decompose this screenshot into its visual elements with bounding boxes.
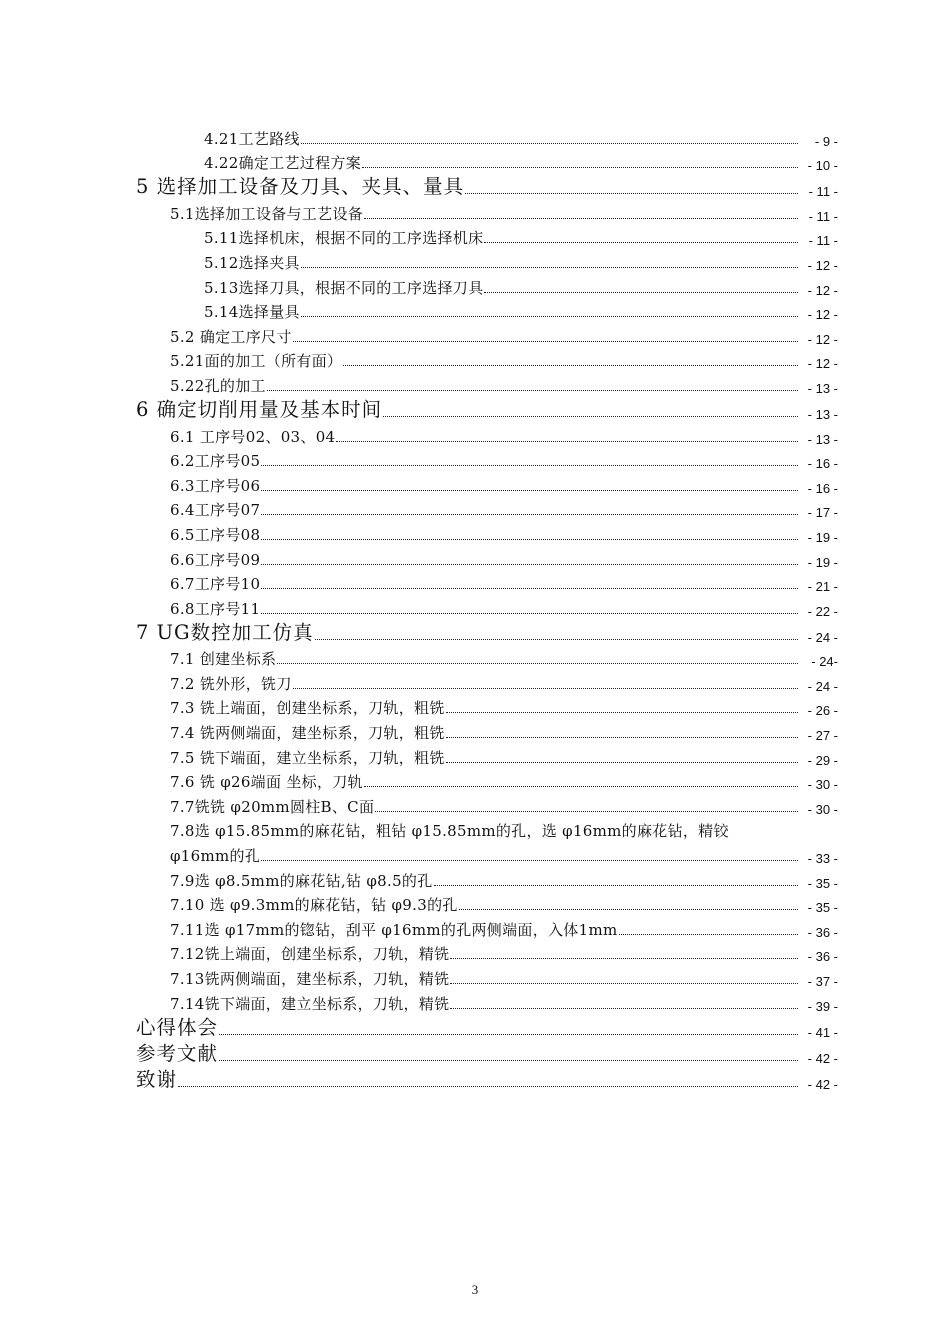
toc-entry[interactable] xyxy=(0,694,950,719)
toc-entry-title: 7.14铣下端面，建立坐标系，刀轨，精铣 xyxy=(170,994,450,1013)
toc-entry-title: 5.12选择夹具 xyxy=(204,253,300,272)
dot-leader xyxy=(301,143,798,144)
dot-leader xyxy=(219,1060,798,1061)
toc-chapter-title: 参考文献 xyxy=(136,1041,219,1065)
toc-page-number: - 30 - xyxy=(807,801,838,817)
toc-page-number: - 16 - xyxy=(807,480,838,496)
toc-entry[interactable] xyxy=(0,743,950,768)
toc-entry[interactable] xyxy=(0,471,950,496)
toc-page-number: - 24 - xyxy=(807,678,838,694)
toc-entry-title: 5.2 确定工序尺寸 xyxy=(170,327,292,346)
dot-leader xyxy=(267,390,798,391)
toc-entry[interactable] xyxy=(0,964,950,989)
toc-entry-title: 6.8工序号11 xyxy=(170,599,261,618)
toc-entry[interactable] xyxy=(0,570,950,595)
toc-entry[interactable] xyxy=(0,1040,950,1066)
dot-leader xyxy=(301,267,798,268)
toc-entry-title: 5.22孔的加工 xyxy=(170,376,266,395)
toc-entry[interactable] xyxy=(0,496,950,521)
toc-entry[interactable] xyxy=(0,841,950,866)
toc-entry[interactable] xyxy=(0,792,950,817)
toc-entry-title: 7.7铣铣 φ20mm圆柱B、C面 xyxy=(170,797,375,816)
toc-entry[interactable] xyxy=(0,149,950,174)
toc-entry-line1[interactable] xyxy=(0,817,950,842)
dot-leader xyxy=(261,490,798,491)
dot-leader xyxy=(315,639,798,640)
toc-page-number: - 12 - xyxy=(807,356,838,372)
toc-entry-title: 6.1 工序号02、03、04 xyxy=(170,427,336,446)
toc-entry-title: 6.4工序号07 xyxy=(170,501,261,520)
dot-leader xyxy=(293,688,798,689)
toc-chapter-title: 6 确定切削用量及基本时间 xyxy=(136,397,383,421)
toc-entry-title: 4.21工艺路线 xyxy=(204,129,300,148)
dot-leader xyxy=(301,316,798,317)
dot-leader xyxy=(434,885,798,886)
dot-leader xyxy=(364,786,798,787)
dot-leader xyxy=(293,341,798,342)
dot-leader xyxy=(219,1034,798,1035)
toc-entry-title: 6.3工序号06 xyxy=(170,476,261,495)
toc-page-number: - 12 - xyxy=(807,257,838,273)
toc-entry[interactable] xyxy=(0,989,950,1014)
toc-page-number: - 24 - xyxy=(807,629,838,645)
toc-page-number: - 22 - xyxy=(807,603,838,619)
toc-entry[interactable] xyxy=(0,224,950,249)
toc-entry[interactable] xyxy=(0,619,950,645)
toc-entry[interactable] xyxy=(0,248,950,273)
toc-entry[interactable] xyxy=(0,768,950,793)
toc-chapter-title: 心得体会 xyxy=(136,1015,219,1039)
dot-leader xyxy=(450,983,798,984)
dot-leader xyxy=(362,167,798,168)
toc-entry-title: 7.4 铣两侧端面，建坐标系，刀轨，粗铣 xyxy=(170,724,445,743)
page-number: 3 xyxy=(471,1282,479,1297)
toc-page-number: - 19 - xyxy=(807,529,838,545)
toc-entry[interactable] xyxy=(0,173,950,199)
toc-page-number: - 13 - xyxy=(807,431,838,447)
toc-entry[interactable] xyxy=(0,645,950,670)
toc-page-number: - 42 - xyxy=(807,1050,838,1066)
toc-page-number: - 41 - xyxy=(807,1024,838,1040)
toc-entry[interactable] xyxy=(0,124,950,149)
toc-entry-title: 5.21面的加工（所有面） xyxy=(170,352,343,371)
toc-page-number: - 10 - xyxy=(807,158,838,174)
toc-entry-title: 7.3 铣上端面，创建坐标系，刀轨，粗铣 xyxy=(170,699,445,718)
toc-page-number: - 30 - xyxy=(807,777,838,793)
dot-leader xyxy=(277,663,798,664)
toc-chapter-title: 5 选择加工设备及刀具、夹具、量具 xyxy=(136,175,465,199)
dot-leader xyxy=(446,737,798,738)
toc-page-number: - 26 - xyxy=(807,703,838,719)
toc-entry-title: 5.14选择量具 xyxy=(204,303,300,322)
toc-entry-title: φ16mm的孔 xyxy=(170,847,261,866)
dot-leader xyxy=(261,588,798,589)
toc-entry-title: 7.6 铣 φ26端面 坐标，刀轨 xyxy=(170,773,363,792)
toc-page-number: - 17 - xyxy=(807,505,838,521)
toc-entry-title: 7.8选 φ15.85mm的麻花钻，粗钻 φ15.85mm的孔，选 φ16mm的麻花钻，精铰 xyxy=(170,822,729,841)
toc-page-number: - 24- xyxy=(811,654,838,670)
toc-page-number: - 27 - xyxy=(807,728,838,744)
toc-page-number: - 39 - xyxy=(807,998,838,1014)
toc-page-number: - 11 - xyxy=(808,184,838,200)
dot-leader xyxy=(261,514,798,515)
toc-entry[interactable] xyxy=(0,718,950,743)
toc-page-number: - 36 - xyxy=(807,924,838,940)
toc-entry[interactable] xyxy=(0,669,950,694)
toc-entry[interactable] xyxy=(0,273,950,298)
toc-chapter-title: 7 UG数控加工仿真 xyxy=(136,620,314,644)
toc-page-number: - 12 - xyxy=(807,331,838,347)
toc-page-number: - 12 - xyxy=(807,282,838,298)
toc-entry-title: 7.1 创建坐标系 xyxy=(170,650,277,669)
dot-leader xyxy=(446,712,798,713)
toc-page-number: - 29 - xyxy=(807,752,838,768)
dot-leader xyxy=(261,860,798,861)
dot-leader xyxy=(336,441,798,442)
toc-page-number: - 33 - xyxy=(807,851,838,867)
toc-entry-title: 7.5 铣下端面，建立坐标系，刀轨，粗铣 xyxy=(170,748,445,767)
toc-entry[interactable] xyxy=(0,371,950,396)
dot-leader xyxy=(178,1086,798,1087)
toc-page-number: - 42 - xyxy=(807,1076,838,1092)
toc-page-number: - 13 - xyxy=(807,406,838,422)
toc-page-number: - 36 - xyxy=(807,949,838,965)
toc-entry-title: 7.12铣上端面，创建坐标系，刀轨，精铣 xyxy=(170,945,450,964)
toc-entry[interactable] xyxy=(0,940,950,965)
dot-leader xyxy=(446,762,798,763)
toc-entry-title: 6.5工序号08 xyxy=(170,525,261,544)
dot-leader xyxy=(484,292,798,293)
dot-leader xyxy=(261,465,798,466)
toc-entry[interactable] xyxy=(0,915,950,940)
dot-leader xyxy=(343,365,798,366)
toc-entry[interactable] xyxy=(0,520,950,545)
toc-entry-title: 6.2工序号05 xyxy=(170,452,261,471)
toc-page-number: - 21 - xyxy=(807,579,838,595)
toc-entry-title: 7.11选 φ17mm的锪钻，刮平 φ16mm的孔两侧端面，入体1mm xyxy=(170,920,618,939)
toc-entry[interactable] xyxy=(0,396,950,422)
toc-entry[interactable] xyxy=(0,447,950,472)
dot-leader xyxy=(465,193,798,194)
table-of-contents xyxy=(0,124,950,1092)
toc-entry-title: 6.6工序号09 xyxy=(170,550,261,569)
toc-entry[interactable] xyxy=(0,594,950,619)
dot-leader xyxy=(450,958,798,959)
toc-entry[interactable] xyxy=(0,422,950,447)
dot-leader xyxy=(484,242,798,243)
dot-leader xyxy=(450,1008,798,1009)
toc-entry-title: 4.22确定工艺过程方案 xyxy=(204,154,361,173)
toc-entry[interactable] xyxy=(0,545,950,570)
toc-page-number: - 16 - xyxy=(807,456,838,472)
toc-entry[interactable] xyxy=(0,322,950,347)
toc-chapter-title: 致谢 xyxy=(136,1067,178,1091)
toc-page-number: - 9 - xyxy=(814,133,838,149)
toc-entry[interactable] xyxy=(0,1014,950,1040)
toc-entry-title: 7.10 选 φ9.3mm的麻花钻，钻 φ9.3的孔 xyxy=(170,896,458,915)
dot-leader xyxy=(459,909,798,910)
toc-entry-title: 5.1选择加工设备与工艺设备 xyxy=(170,204,364,223)
toc-page-number: - 37 - xyxy=(807,974,838,989)
toc-page-number: - 19 - xyxy=(807,554,838,570)
toc-entry-title: 7.13铣两侧端面，建坐标系，刀轨，精铣 xyxy=(170,970,450,988)
toc-page-number: - 12 - xyxy=(807,307,838,323)
toc-page-number: - 13 - xyxy=(807,380,838,396)
toc-entry[interactable] xyxy=(0,298,950,323)
toc-entry-title: 5.13选择刀具，根据不同的工序选择刀具 xyxy=(204,278,484,297)
dot-leader xyxy=(261,539,798,540)
dot-leader xyxy=(383,416,798,417)
toc-entry-title: 5.11选择机床，根据不同的工序选择机床 xyxy=(204,229,484,248)
dot-leader xyxy=(619,934,798,935)
toc-entry[interactable] xyxy=(0,891,950,916)
dot-leader xyxy=(261,613,798,614)
toc-entry-title: 6.7工序号10 xyxy=(170,575,261,594)
toc-entry[interactable] xyxy=(0,347,950,372)
toc-entry[interactable] xyxy=(0,199,950,224)
toc-page-number: - 35 - xyxy=(807,875,838,891)
toc-page-number: - 11 - xyxy=(808,208,838,224)
dot-leader xyxy=(364,218,798,219)
toc-entry[interactable] xyxy=(0,1066,950,1092)
toc-entry-title: 7.2 铣外形，铣刀 xyxy=(170,674,292,693)
toc-entry[interactable] xyxy=(0,866,950,891)
dot-leader xyxy=(375,811,798,812)
toc-page-number: - 11 - xyxy=(808,233,838,249)
dot-leader xyxy=(261,564,798,565)
toc-entry-title: 7.9选 φ8.5mm的麻花钻,钻 φ8.5的孔 xyxy=(170,871,433,890)
toc-page-number: - 35 - xyxy=(807,900,838,916)
